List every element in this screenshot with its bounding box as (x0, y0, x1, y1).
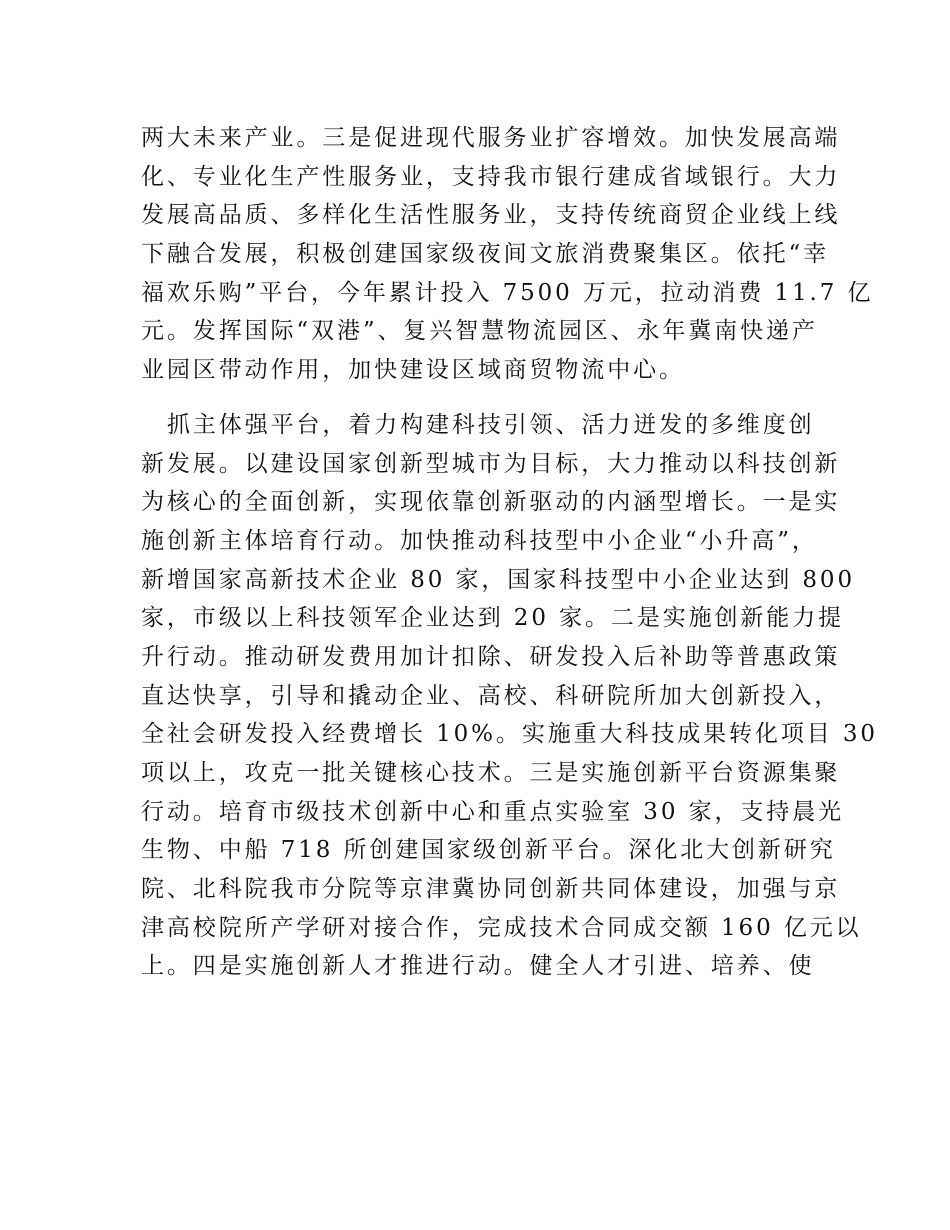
text-line: 为核心的全面创新，实现依靠创新驱动的内涵型增长。一是实 (141, 489, 841, 516)
text-line: 福欢乐购”平台，今年累计投入 7500 万元，拉动消费 11.7 亿 (141, 279, 874, 306)
text-line: 行动。培育市级技术创新中心和重点实验室 30 家，支持晨光 (141, 798, 844, 825)
text-line: 下融合发展，积极创建国家级夜间文旅消费聚集区。依托“幸 (141, 241, 830, 268)
text-line: 抓主体强平台，着力构建科技引领、活力迸发的多维度创 (167, 411, 815, 438)
text-line: 升行动。推动研发费用加计扣除、研发投入后补助等普惠政策 (141, 643, 841, 670)
document-body (141, 119, 878, 986)
text-line: 直达快享，引导和撬动企业、高校、科研院所加大创新投入， (141, 682, 841, 709)
text-line: 业园区带动作用，加快建设区域商贸物流中心。 (141, 357, 685, 384)
text-line: 新增国家高新技术企业 80 家，国家科技型中小企业达到 800 (141, 566, 855, 593)
text-line: 两大未来产业。三是促进现代服务业扩容增效。加快发展高端 (141, 125, 841, 151)
paragraph-services (141, 119, 874, 390)
text-line: 新发展。以建设国家创新型城市为目标，大力推动以科技创新 (141, 450, 841, 477)
text-line: 上。四是实施创新人才推进行动。健全人才引进、培养、使 (141, 953, 815, 980)
text-line: 家，市级以上科技领军企业达到 20 家。二是实施创新能力提 (141, 605, 844, 632)
text-line: 津高校院所产学研对接合作，完成技术合同成交额 160 亿元以 (141, 914, 862, 941)
text-line: 全社会研发投入经费增长 10%。实施重大科技成果转化项目 30 (141, 721, 878, 748)
text-line: 发展高品质、多样化生活性服务业，支持传统商贸企业线上线 (141, 202, 841, 229)
text-line: 项以上，攻克一批关键核心技术。三是实施创新平台资源集聚 (141, 760, 841, 786)
paragraph-innovation (141, 406, 878, 986)
text-line: 施创新主体培育行动。加快推动科技型中小企业“小升高”， (141, 527, 818, 554)
text-line: 生物、中船 718 所创建国家级创新平台。深化北大创新研究 (141, 837, 836, 864)
text-line: 化、专业化生产性服务业，支持我市银行建成省域银行。大力 (141, 163, 841, 190)
text-line: 元。发挥国际“双港”、复兴智慧物流园区、永年冀南快递产 (141, 318, 818, 345)
text-line: 院、北科院我市分院等京津冀协同创新共同体建设，加强与京 (141, 876, 841, 903)
